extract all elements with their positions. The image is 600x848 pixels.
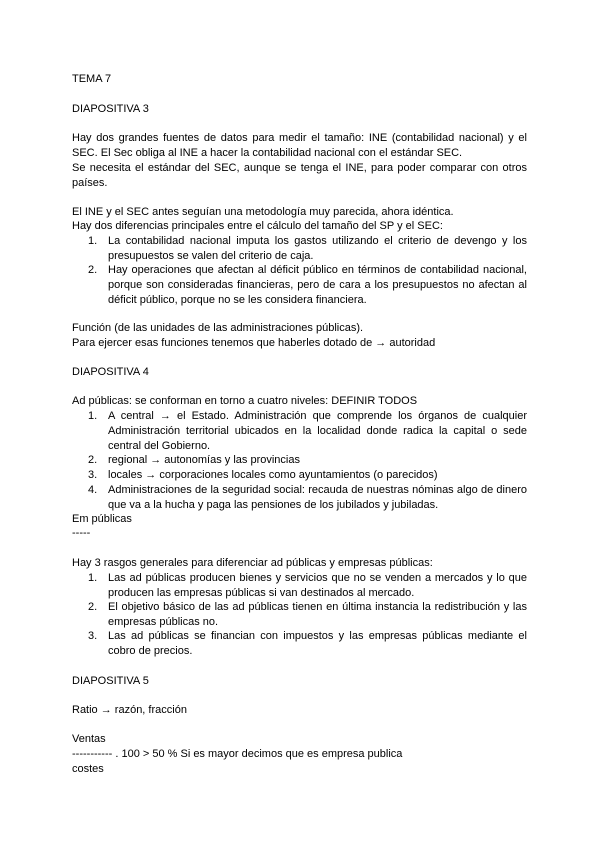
list-number: 2. (88, 264, 98, 276)
list-item: regional → autonomías y las provincias (108, 454, 300, 466)
doc-title: TEMA 7 (72, 73, 112, 85)
paragraph: Ventas (72, 733, 106, 745)
paragraph: Em públicas (72, 513, 132, 525)
list-item: A central → el Estado. Administración que comprende los órganos de cualquier Administración territorial ubicados en la localidad donde radica la capital o sede central del Gobierno. (108, 410, 527, 452)
paragraph: Se necesita el estándar del SEC, aunque se tenga el INE, para poder comparar con otros países. (72, 162, 527, 189)
list-number: 4. (88, 484, 98, 496)
list-item: Las ad públicas se financian con impuestos y las empresas públicas mediante el cobro de precios. (108, 630, 527, 657)
paragraph: Hay 3 rasgos generales para diferenciar ad públicas y empresas públicas: (72, 557, 433, 569)
paragraph: Ad públicas: se conforman en torno a cuatro niveles: DEFINIR TODOS (72, 395, 418, 407)
formula-line: ----------- . 100 > 50 % Si es mayor decimos que es empresa publica (72, 748, 403, 760)
list-item: El objetivo básico de las ad públicas tienen en última instancia la redistribución y las empresas públicas no. (108, 601, 527, 628)
paragraph: costes (72, 763, 104, 775)
section-heading-4: DIAPOSITIVA 4 (72, 366, 149, 378)
list-number: 2. (88, 601, 98, 613)
paragraph: Para ejercer esas funciones tenemos que haberles dotado de → autoridad (72, 337, 436, 349)
list-item: Administraciones de la seguridad social: recauda de nuestras nóminas algo de dinero que va a la hucha y paga las pensiones de los jubilados y jubiladas. (108, 484, 527, 511)
paragraph: Función (de las unidades de las administraciones públicas). (72, 322, 364, 334)
list-number: 3. (88, 469, 98, 481)
list-item: Las ad públicas producen bienes y servicios que no se venden a mercados y lo que producen las empresas públicas si van destinados al mercado. (108, 572, 527, 599)
list-number: 1. (88, 235, 98, 247)
list-number: 2. (88, 454, 98, 466)
list-item: Hay operaciones que afectan al déficit público en términos de contabilidad nacional, porque son consideradas financieras, pero de cara a los presupuestos no afectan al déficit público, porque no se les considera financiera. (108, 264, 527, 306)
list-number: 1. (88, 572, 98, 584)
paragraph: Hay dos grandes fuentes de datos para medir el tamaño: INE (contabilidad nacional) y el SEC. El Sec obliga al INE a hacer la contabilidad nacional con el estándar SEC. (72, 132, 527, 159)
paragraph: El INE y el SEC antes seguían una metodología muy parecida, ahora idéntica. (72, 206, 454, 218)
list-number: 1. (88, 410, 98, 422)
list-item: La contabilidad nacional imputa los gastos utilizando el criterio de devengo y los presupuestos se valen del criterio de caja. (108, 235, 527, 262)
section-heading-3: DIAPOSITIVA 3 (72, 103, 149, 115)
section-heading-5: DIAPOSITIVA 5 (72, 675, 149, 687)
paragraph: Hay dos diferencias principales entre el cálculo del tamaño del SP y el SEC: (72, 220, 443, 232)
paragraph: Ratio → razón, fracción (72, 704, 187, 716)
list-number: 3. (88, 630, 98, 642)
list-item: locales → corporaciones locales como ayuntamientos (o parecidos) (108, 469, 438, 481)
paragraph: ----- (72, 527, 91, 539)
